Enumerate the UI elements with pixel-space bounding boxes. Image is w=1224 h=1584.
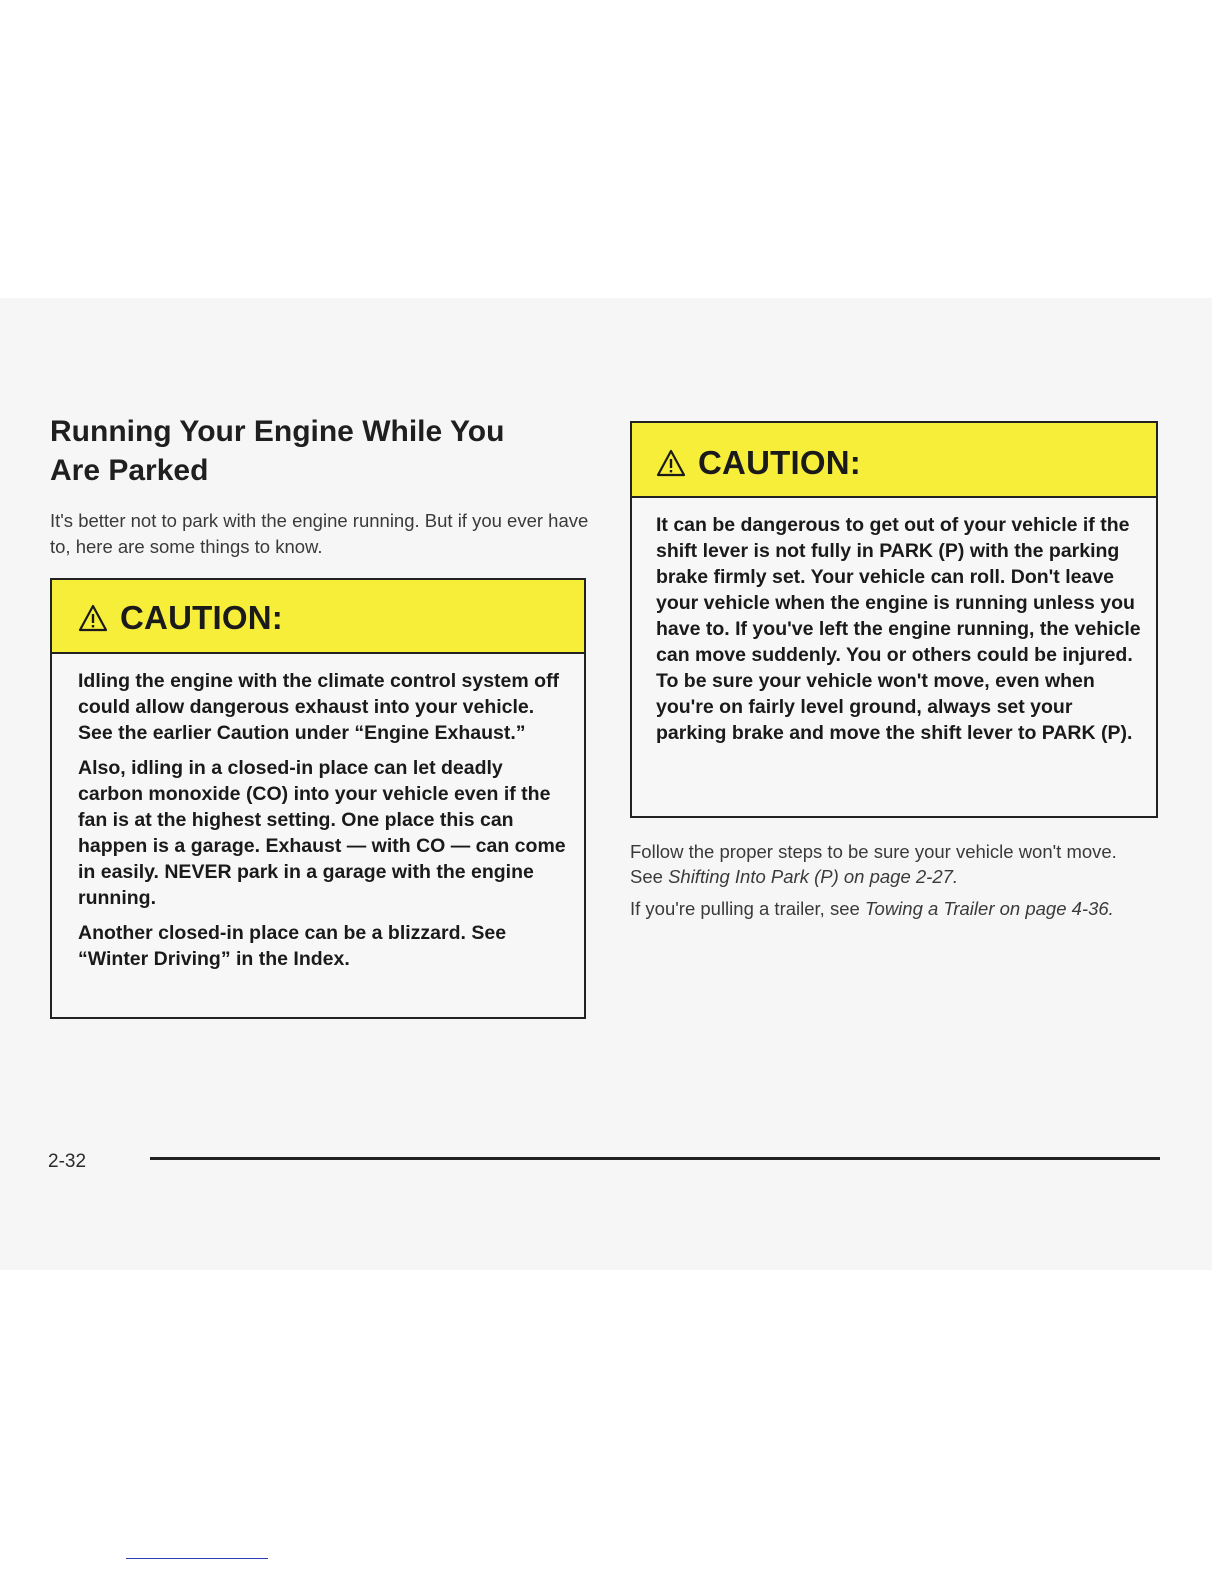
warning-triangle-icon bbox=[656, 449, 686, 477]
caution-paragraph: Another closed-in place can be a blizzard. See “Winter Driving” in the Index. bbox=[78, 922, 507, 970]
caution-banner bbox=[52, 580, 584, 654]
caution-body bbox=[632, 498, 1156, 746]
page-number: 2-32 bbox=[48, 1151, 87, 1172]
section-heading-line-2: Are Parked bbox=[50, 454, 209, 487]
caution-body bbox=[52, 654, 584, 972]
caution-title: CAUTION: bbox=[698, 443, 861, 481]
towing-a-trailer-reference[interactable]: Towing a Trailer on page 4-36. bbox=[864, 898, 1114, 919]
trailer-text: If you're pulling a trailer, see bbox=[630, 898, 865, 919]
section-heading bbox=[50, 412, 590, 490]
caution-paragraph: Idling the engine with the climate control system off could allow dangerous exhaust into your vehicle. See the earlier Caution under “Engine Exhaust.” bbox=[78, 670, 560, 744]
section-heading-line-1: Running Your Engine While You bbox=[50, 415, 505, 448]
caution-box-park bbox=[630, 421, 1158, 818]
caution-banner bbox=[632, 423, 1156, 498]
shifting-into-park-reference[interactable]: Shifting Into Park (P) on page 2-27. bbox=[668, 866, 959, 887]
caution-paragraph: Also, idling in a closed-in place can let deadly carbon monoxide (CO) into your vehicle even if the fan is at the highest setting. One place this can happen is a garage. Exhaust — with CO — can come in easily. NEVER park in a garage with the engine running. bbox=[78, 757, 566, 909]
trailer-paragraph bbox=[630, 896, 1150, 921]
caution-title: CAUTION: bbox=[120, 599, 283, 636]
link-underline bbox=[126, 1558, 268, 1559]
follow-steps-paragraph bbox=[630, 839, 1150, 889]
intro-paragraph: It's better not to park with the engine running. But if you ever have to, here are some things to know. bbox=[50, 510, 589, 557]
footer-rule bbox=[150, 1157, 1160, 1160]
warning-triangle-icon bbox=[78, 604, 108, 632]
caution-paragraph: It can be dangerous to get out of your vehicle if the shift lever is not fully in PARK (P) with the parking brake firmly set. Your vehicle can roll. Don't leave your vehicle when the engine is running unless you have to. If you've left the engine running, the vehicle can move suddenly. You or others could be injured. To be sure your vehicle won't move, even when you're on fairly level ground, always set your parking brake and move the shift lever to PARK (P). bbox=[656, 514, 1141, 744]
caution-box-climate bbox=[50, 578, 586, 1019]
follow-steps-text: Follow the proper steps to be sure your vehicle won't move. See bbox=[630, 841, 1117, 887]
